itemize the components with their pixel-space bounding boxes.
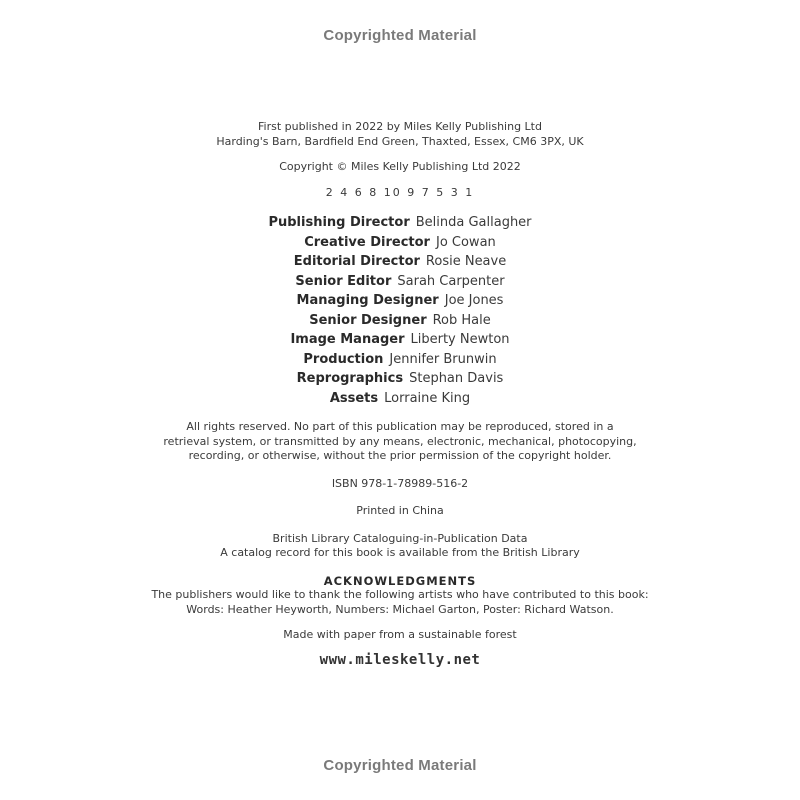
rights-line: retrieval system, or transmitted by any means, electronic, mechanical, photocopying, [163, 434, 637, 448]
copyright-watermark-bottom: Copyrighted Material [323, 757, 477, 774]
cataloguing-data [0, 532, 800, 561]
credit-role: Creative Director [304, 234, 430, 250]
acknowledgments-line: Words: Heather Heyworth, Numbers: Michael Garton, Poster: Richard Watson. [186, 602, 614, 616]
credit-row [0, 252, 800, 272]
credit-name: Rob Hale [432, 312, 491, 328]
credit-name: Joe Jones [444, 293, 504, 308]
credits-list [0, 213, 800, 408]
publication-line: First published in 2022 by Miles Kelly Publishing Ltd [258, 120, 542, 133]
credit-row [0, 213, 800, 233]
website-link[interactable]: www.mileskelly.net [319, 651, 481, 668]
credit-role: Editorial Director [293, 254, 420, 269]
credit-role: Assets [329, 390, 379, 406]
credit-role: Publishing Director [268, 215, 410, 230]
print-number-line: 2 4 6 8 10 9 7 5 3 1 [325, 185, 475, 199]
credit-role: Senior Editor [295, 273, 392, 289]
acknowledgments [0, 574, 800, 618]
credit-name: Sarah Carpenter [397, 273, 505, 289]
credit-role: Senior Designer [309, 312, 427, 328]
isbn: ISBN 978-1-78989-516-2 [331, 476, 469, 490]
acknowledgments-line: The publishers would like to thank the following artists who have contributed to this book: [151, 588, 649, 601]
rights-line: recording, or otherwise, without the prior permission of the copyright holder. [188, 449, 612, 462]
credit-row [0, 350, 800, 370]
credit-role: Image Manager [290, 332, 405, 347]
credit-name: Rosie Neave [425, 254, 507, 269]
credit-name: Jennifer Brunwin [389, 351, 497, 367]
credit-row [0, 389, 800, 409]
copyright-notice: Copyright © Miles Kelly Publishing Ltd 2022 [279, 160, 521, 173]
acknowledgments-heading: ACKNOWLEDGMENTS [323, 573, 477, 588]
rights-notice [0, 420, 800, 464]
credit-name: Liberty Newton [410, 332, 510, 347]
rights-line: All rights reserved. No part of this publication may be reproduced, stored in a [186, 420, 614, 433]
credit-row [0, 311, 800, 331]
cip-line: British Library Cataloguing-in-Publication Data [272, 531, 528, 545]
printed-in: Printed in China [356, 504, 444, 517]
copyright-page [0, 120, 800, 667]
credit-name: Stephan Davis [409, 371, 504, 386]
credit-name: Jo Cowan [435, 234, 496, 250]
publication-info [0, 120, 800, 149]
credit-name: Lorraine King [384, 390, 471, 406]
sustainable-paper-note: Made with paper from a sustainable forest [283, 628, 517, 641]
credit-row [0, 233, 800, 253]
cip-line: A catalog record for this book is available from the British Library [220, 546, 580, 559]
credit-row [0, 330, 800, 350]
credit-row [0, 369, 800, 389]
credit-row [0, 291, 800, 311]
credit-role: Managing Designer [296, 293, 439, 308]
credit-row [0, 272, 800, 292]
credit-name: Belinda Gallagher [415, 215, 532, 230]
credit-role: Reprographics [296, 371, 404, 386]
publisher-address: Harding's Barn, Bardfield End Green, Thaxted, Essex, CM6 3PX, UK [216, 134, 584, 148]
copyright-watermark-top: Copyrighted Material [323, 27, 477, 44]
credit-role: Production [303, 351, 384, 367]
